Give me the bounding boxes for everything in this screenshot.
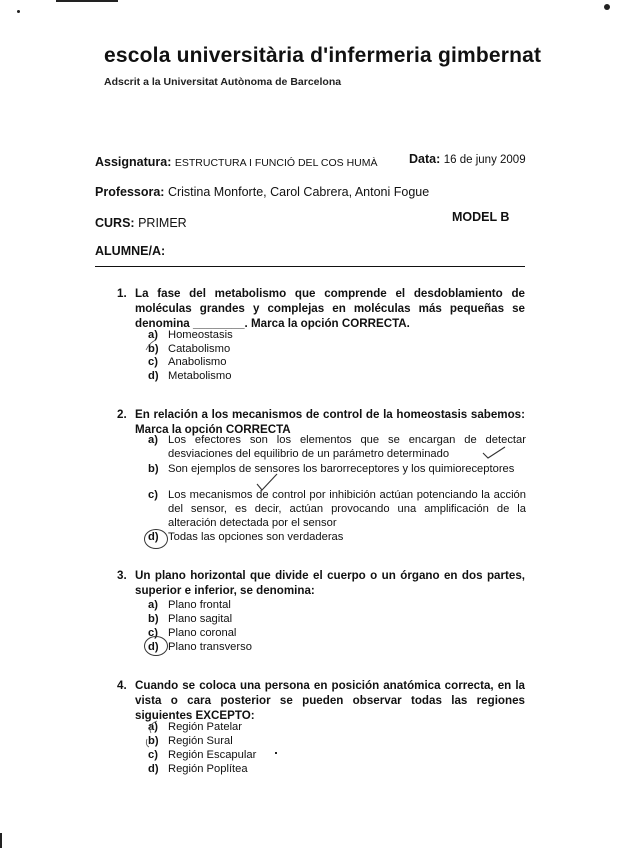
- checkmark-icon: [254, 471, 282, 493]
- scan-mark-bottom-left: [0, 833, 2, 848]
- option-text: Región Sural: [168, 735, 233, 747]
- course-line: [95, 216, 187, 230]
- subject-label: Assignatura:: [95, 155, 172, 169]
- student-line: [95, 244, 165, 258]
- option-letter: c): [148, 356, 158, 368]
- stray-dot: [275, 752, 277, 754]
- option-letter: b): [148, 735, 159, 747]
- option-text: Todas las opciones son verdaderas: [168, 531, 344, 543]
- option-letter: a): [148, 721, 158, 733]
- question-text: En relación a los mecanismos de control de la homeostasis sabemos: Marca la opción CORRECTA: [135, 408, 525, 436]
- scan-mark-corner: [604, 4, 610, 10]
- teacher-label: Professora:: [95, 185, 165, 199]
- teacher-line: [95, 185, 429, 199]
- course-label: CURS:: [95, 216, 135, 230]
- option-text: Plano frontal: [168, 599, 231, 611]
- scan-mark-left: [17, 10, 20, 13]
- school-name: escola universitària d'infermeria gimbernat: [104, 44, 542, 67]
- divider: [95, 266, 525, 267]
- question-text: Cuando se coloca una persona en posición anatómica correcta, en la vista o cara posterior se pueden observar todas las regiones siguientes EXCEPTO:: [135, 679, 525, 722]
- teacher-value: Cristina Monforte, Carol Cabrera, Antoni Fogue: [167, 185, 430, 199]
- date-value: 16 de juny 2009: [443, 154, 526, 166]
- course-value: PRIMER: [138, 216, 187, 230]
- date-line: [409, 152, 526, 166]
- scan-mark-top: [56, 0, 118, 2]
- question-number: 1.: [117, 287, 127, 300]
- option-text: Los efectores son los elementos que se encargan de detectar desviaciones del equilibrio de un parámetro determinado: [168, 434, 526, 460]
- option-text: Los mecanismos de control por inhibición actúan potenciando la acción del sensor, es decir, actúan provocando una amplificación de la alteración detectada por el sensor: [168, 489, 526, 529]
- option-text: Homeostasis: [168, 329, 233, 341]
- option-letter: b): [148, 343, 159, 355]
- pen-mark-icon: [143, 719, 165, 749]
- question-number: 2.: [117, 408, 127, 421]
- option-letter: d): [148, 763, 159, 775]
- option-letter: d): [148, 370, 159, 382]
- option-text: Son ejemplos de sensores los barorreceptores y los quimioreceptores: [168, 463, 515, 475]
- school-affiliation: Adscrit a la Universitat Autònoma de Barcelona: [104, 76, 342, 88]
- pen-mark-icon: [144, 338, 166, 354]
- option-text: Anabolismo: [168, 356, 227, 368]
- question-text: La fase del metabolismo que comprende el desdoblamiento de moléculas grandes y complejas en moléculas más pequeñas se denomina ________. Marca la opción CORRECTA.: [135, 287, 525, 330]
- student-label: ALUMNE/A:: [95, 244, 166, 258]
- option-text: Catabolismo: [168, 343, 231, 355]
- question-text: Un plano horizontal que divide el cuerpo o un órgano en dos partes, superior e inferior, se denomina:: [135, 569, 525, 597]
- option-letter: b): [148, 613, 159, 625]
- answer-circle: [144, 636, 168, 656]
- option-letter: b): [148, 463, 159, 475]
- option-letter: d): [148, 531, 159, 543]
- question-number: 3.: [117, 569, 127, 582]
- question-number: 4.: [117, 679, 127, 692]
- subject-value: ESTRUCTURA I FUNCIÓ DEL COS HUMÀ: [174, 157, 378, 169]
- option-letter: a): [148, 599, 158, 611]
- model-label: MODEL B: [452, 210, 510, 224]
- option-letter: c): [148, 489, 158, 501]
- option-text: Región Poplítea: [168, 763, 248, 775]
- answer-circle: [144, 529, 168, 549]
- subject-line: [95, 155, 378, 169]
- option-letter: a): [148, 434, 158, 446]
- option-text: Plano coronal: [168, 627, 237, 639]
- date-label: Data:: [409, 152, 441, 166]
- option-letter: c): [148, 749, 158, 761]
- checkmark-icon: [479, 445, 511, 461]
- option-text: Región Patelar: [168, 721, 243, 733]
- option-text: Plano sagital: [168, 613, 233, 625]
- option-text: Plano transverso: [168, 641, 252, 653]
- option-text: Metabolismo: [168, 370, 232, 382]
- option-letter: a): [148, 329, 158, 341]
- option-letter: d): [148, 641, 159, 653]
- option-text: Región Escapular: [168, 749, 257, 761]
- option-letter: c): [148, 627, 158, 639]
